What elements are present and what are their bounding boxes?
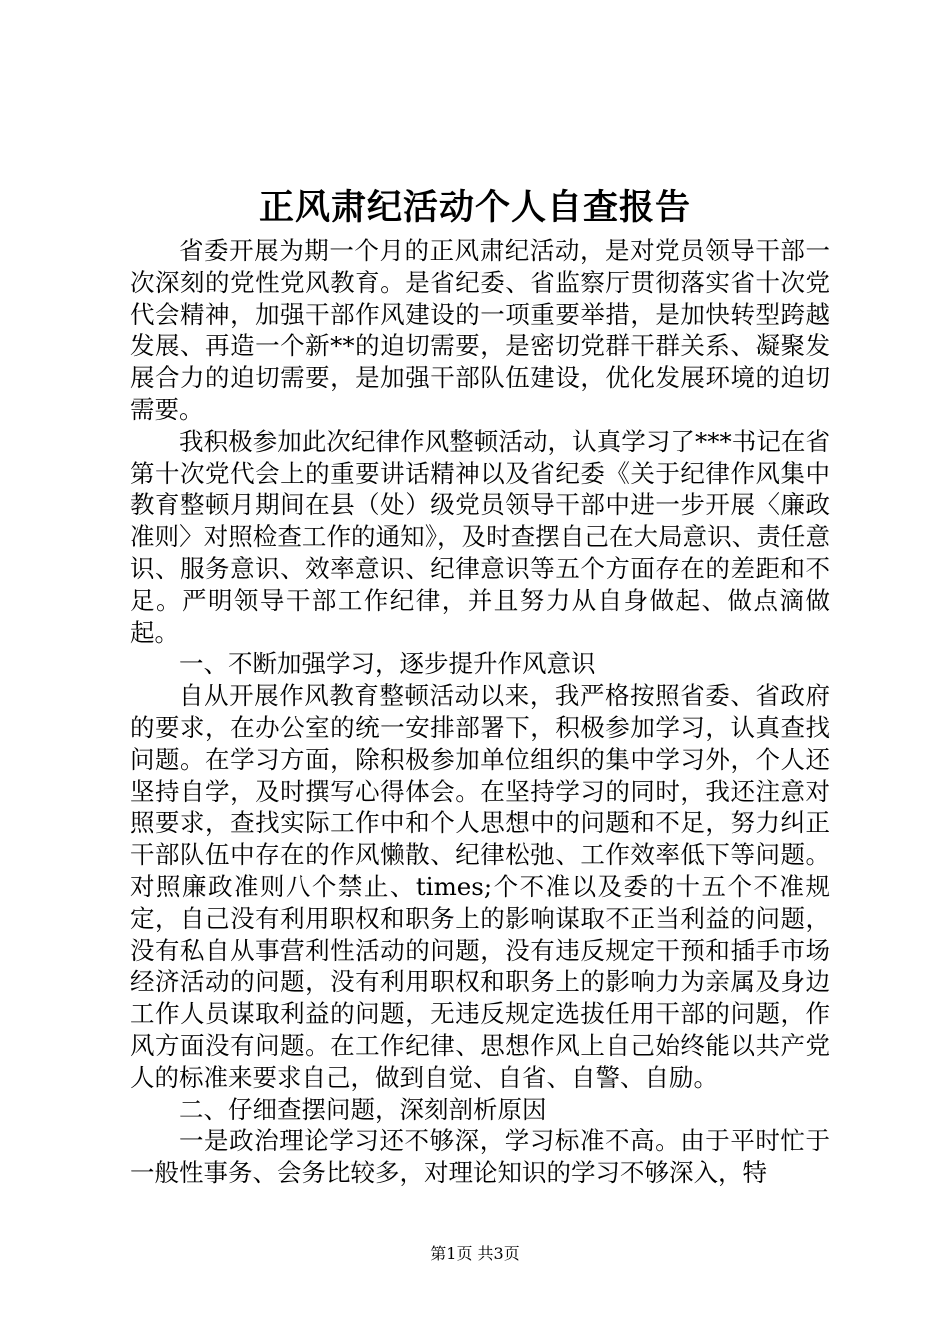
- section-heading-2: 二、仔细查摆问题，深刻剖析原因: [179, 1094, 547, 1124]
- paragraph-participation: 我积极参加此次纪律作风整顿活动，认真学习了***书记在省第十次党代会上的重要讲话精神以及省纪委《关于纪律作风集中教育整顿月期间在县（处）级党员领导干部中进一步开展〈廉政准则〉对照检查工作的通知》，及时查摆自己在大局意识、责任意识、服务意识、效率意识、纪律意识等五个方面存在的差距和不足。严明领导干部工作纪律，并且努力从自身做起、做点滴做起。: [130, 426, 830, 647]
- document-body: [130, 235, 830, 1189]
- document-title: 正风肃纪活动个人自查报告: [258, 187, 691, 228]
- paragraph-intro: 省委开展为期一个月的正风肃纪活动，是对党员领导干部一次深刻的党性党风教育。是省纪委、省监察厅贯彻落实省十次党代会精神，加强干部作风建设的一项重要举措，是加快转型跨越发展、再造一个新**的迫切需要，是密切党群干群关系、凝聚发展合力的迫切需要，是加强干部队伍建设，优化发展环境的迫切需要。: [130, 236, 830, 424]
- paragraph-study: 自从开展作风教育整顿活动以来，我严格按照省委、省政府的要求，在办公室的统一安排部署下，积极参加学习，认真查找问题。在学习方面，除积极参加单位组织的集中学习外，个人还坚持自学，及时撰写心得体会。在坚持学习的同时，我还注意对照要求，查找实际工作中和个人思想中的问题和不足，努力纠正干部队伍中存在的作风懒散、纪律松弛、工作效率低下等问题。对照廉政准则八个禁止、times;个不准以及委的十五个不准规定，自己没有利用职权和职务上的影响谋取不正当利益的问题，没有私自从事营利性活动的问题，没有违反规定干预和插手市场经济活动的问题，没有利用职权和职务上的影响力为亲属及身边工作人员谋取利益的问题，无违反规定选拔任用干部的问题，作风方面没有问题。在工作纪律、思想作风上自己始终能以共产党人的标准来要求自己，做到自觉、自省、自警、自励。: [130, 681, 830, 1092]
- page-footer: 第1页 共3页: [430, 1244, 520, 1263]
- paragraph-problems: 一是政治理论学习还不够深，学习标准不高。由于平时忙于一般性事务、会务比较多，对理论知识的学习不够深入，特: [130, 1126, 830, 1188]
- section-heading-1: 一、不断加强学习，逐步提升作风意识: [179, 649, 596, 679]
